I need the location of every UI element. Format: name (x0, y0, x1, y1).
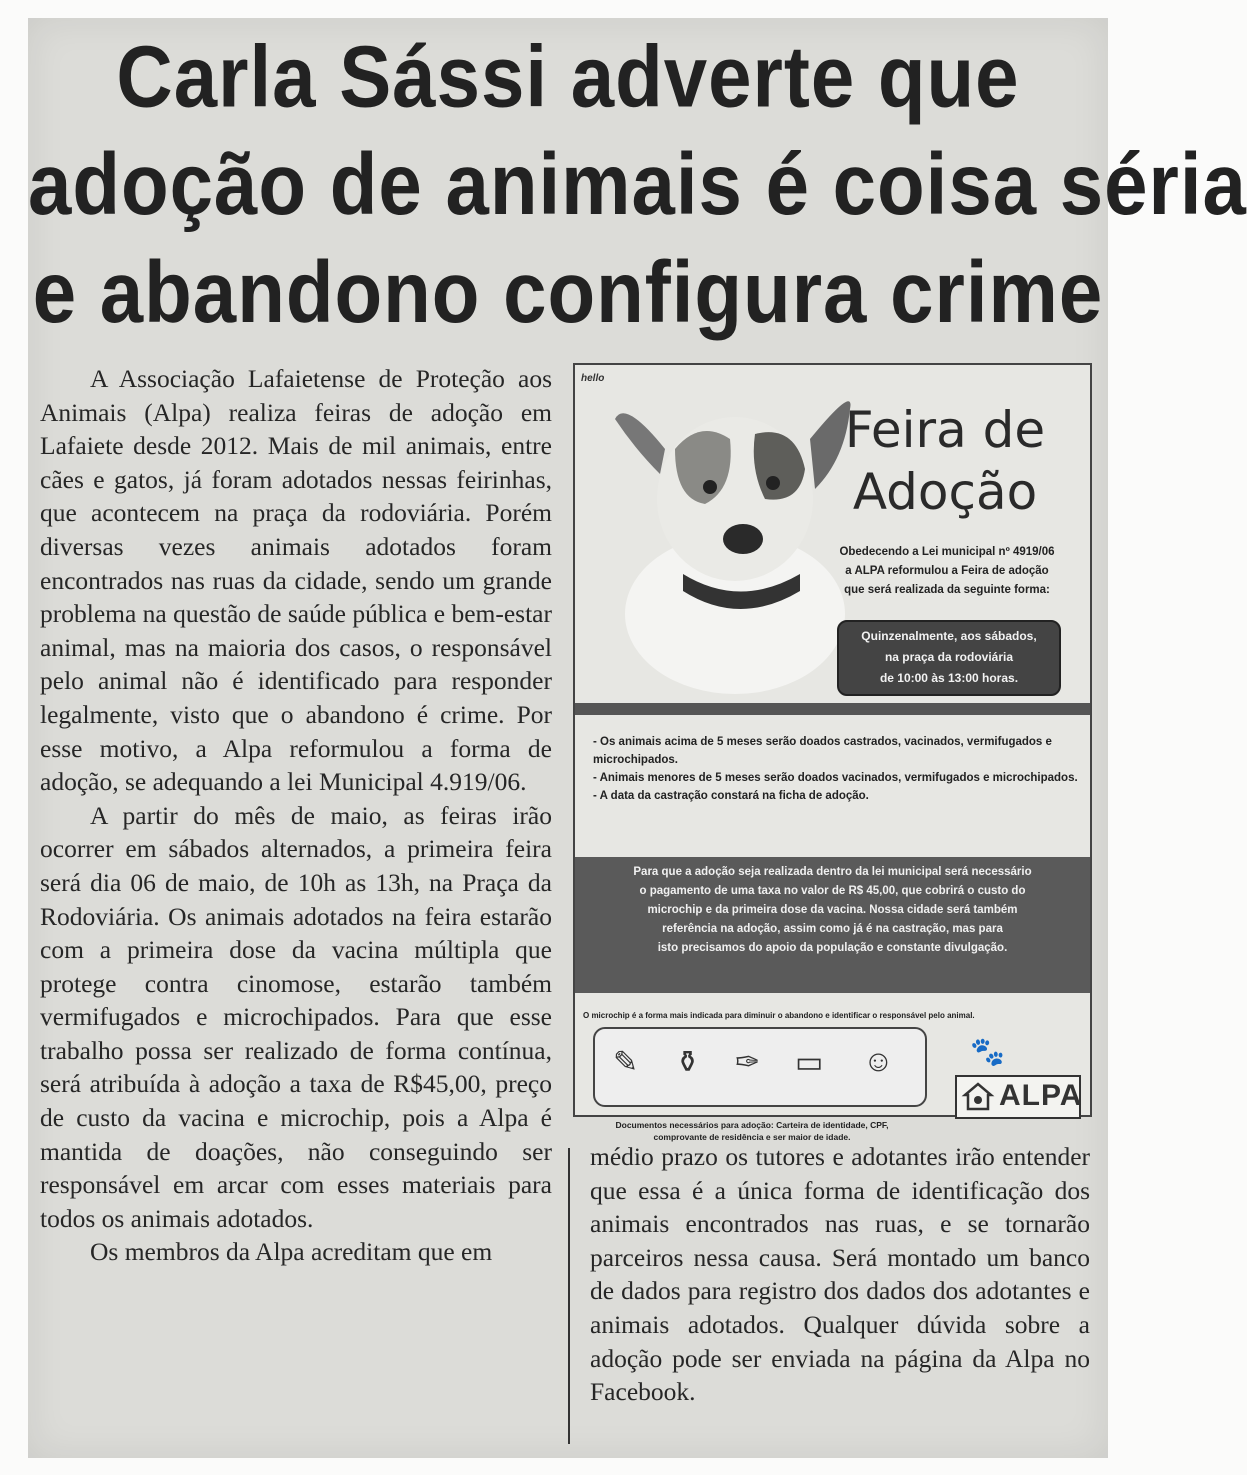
column-divider (568, 1148, 570, 1444)
ad-title-line: Adoção (852, 463, 1038, 521)
ad-docs-line: comprovante de residência e ser maior de idade. (653, 1132, 851, 1142)
ad-docs-line: Documentos necessários para adoção: Carteira de identidade, CPF, (615, 1120, 889, 1130)
ad-title-line: Feira de (844, 401, 1046, 459)
headline-line: Carla Sássi adverte que (116, 27, 1020, 126)
article-paragraph: médio prazo os tutores e adotantes irão entender que essa é a única forma de identificação dos animais encontrados nas ruas, e se tornarão parceiros nessa causa. Será montado um banco de dados para registro dos dados dos adotantes e animais adotados. Qualquer dúvida sobre a adoção pode ser enviada na página da Alpa no Facebook. (590, 1142, 1090, 1407)
newspaper-clipping (28, 18, 1247, 1458)
ad-fee-line: microchip e da primeira dose da vacina. Nossa cidade será também (647, 904, 1018, 916)
ad-law-line: a ALPA reformulou a Feira de adoção (845, 565, 1049, 577)
ad-microchip-note: O microchip é a forma mais indicada para diminuir o abandono e identificar o responsável pelo animal. (583, 1011, 975, 1020)
article-paragraph: Os membros da Alpa acreditam que em (90, 1237, 493, 1267)
ad-fee-line: referência na adoção, assim como já é na castração, mas para (662, 923, 1003, 935)
syringe-icon: ✎ (613, 1046, 639, 1079)
laptop-icon: ▭ (795, 1046, 824, 1079)
article-left-column (40, 362, 552, 1269)
ad-schedule-line: Quinzenalmente, aos sábados, (861, 629, 1037, 643)
ad-divider-bar (575, 703, 1090, 715)
ad-schedule-box (837, 620, 1061, 696)
adoption-fair-ad (573, 363, 1092, 1142)
headline-line: adoção de animais é coisa séria (28, 134, 1247, 234)
ad-law-line: que será realizada da seguinte forma: (844, 584, 1050, 596)
ad-small-logo: hello (581, 373, 605, 384)
person-icon: ☺ (863, 1045, 894, 1078)
ad-list-item: - A data da castração constará na ficha de adoção. (593, 790, 869, 802)
ad-conditions-list (593, 733, 1083, 805)
ad-law-text (813, 543, 1081, 600)
ad-list-item: - Animais menores de 5 meses serão doados vacinados, vermifugados e microchipados. (593, 772, 1078, 784)
alpa-logo-text: ALPA (999, 1079, 1083, 1112)
paw-prints-icon: 🐾 (970, 1036, 1013, 1067)
ad-list-item: - Os animais acima de 5 meses serão doados castrados, vacinados, vermifugados e microchipados. (593, 736, 1052, 766)
ad-title (810, 399, 1080, 523)
ad-schedule-line: de 10:00 às 13:00 horas. (879, 671, 1019, 685)
article-right-column (590, 1140, 1090, 1409)
ad-fee-line: Para que a adoção seja realizada dentro da lei municipal será necessário (633, 866, 1032, 878)
ad-schedule-line: na praça da rodoviária (884, 650, 1014, 664)
bottle-icon: ⚱ (675, 1046, 701, 1079)
ad-fee-box (575, 857, 1090, 993)
headline-line: e abandono configura crime (32, 242, 1104, 341)
house-icon (963, 1081, 993, 1111)
article-paragraph: A partir do mês de maio, as feiras irão ocorrer em sábados alternados, a primeira feira será dia 06 de maio, de 10h as 13h, na Praça da Rodoviária. Os animais adotados na feira estarão com a primeira dose da vacina múltipla que protege contra cinomose, estarão também vermifugados e microchipados. Para que esse trabalho possa ser realizado de forma contínua, será atribuída à adoção a taxa de R$45,00, preço de custo da vacina e microchip, pois a Alpa é mantida de doações, não conseguindo ser responsável em arcar com esses materiais para todos os animais adotados. (40, 800, 552, 1233)
ad-fee-line: isto precisamos do apoio da população e constante divulgação. (657, 942, 1008, 954)
article-paragraph: A Associação Lafaietense de Proteção aos Animais (Alpa) realiza feiras de adoção em Lafaiete desde 2012. Mais de mil animais, entre cães e gatos, já foram adotados nessas feirinhas, que acontecem na praça da rodoviária. Porém diversas vezes animais adotados foram encontrados nas ruas da cidade, sendo um grande problema na questão de saúde pública e bem-estar animal, mas na maioria dos casos, o responsável pelo animal não é identificado para responder legalmente, visto que o abandono é crime. Por esse motivo, a Alpa reformulou a forma de adoção, se adequando a lei Municipal 4.919/06. (40, 364, 552, 797)
ad-law-line: Obedecendo a Lei municipal nº 4919/06 (839, 546, 1055, 558)
ad-documents-note (597, 1119, 907, 1143)
ad-icons-box (593, 1027, 927, 1107)
headline (28, 23, 1247, 346)
alpa-logo (955, 1075, 1081, 1119)
syringe-icon: ✑ (735, 1046, 761, 1079)
ad-fee-line: o pagamento de uma taxa no valor de R$ 45,00, que cobrirá o custo do (639, 885, 1026, 897)
